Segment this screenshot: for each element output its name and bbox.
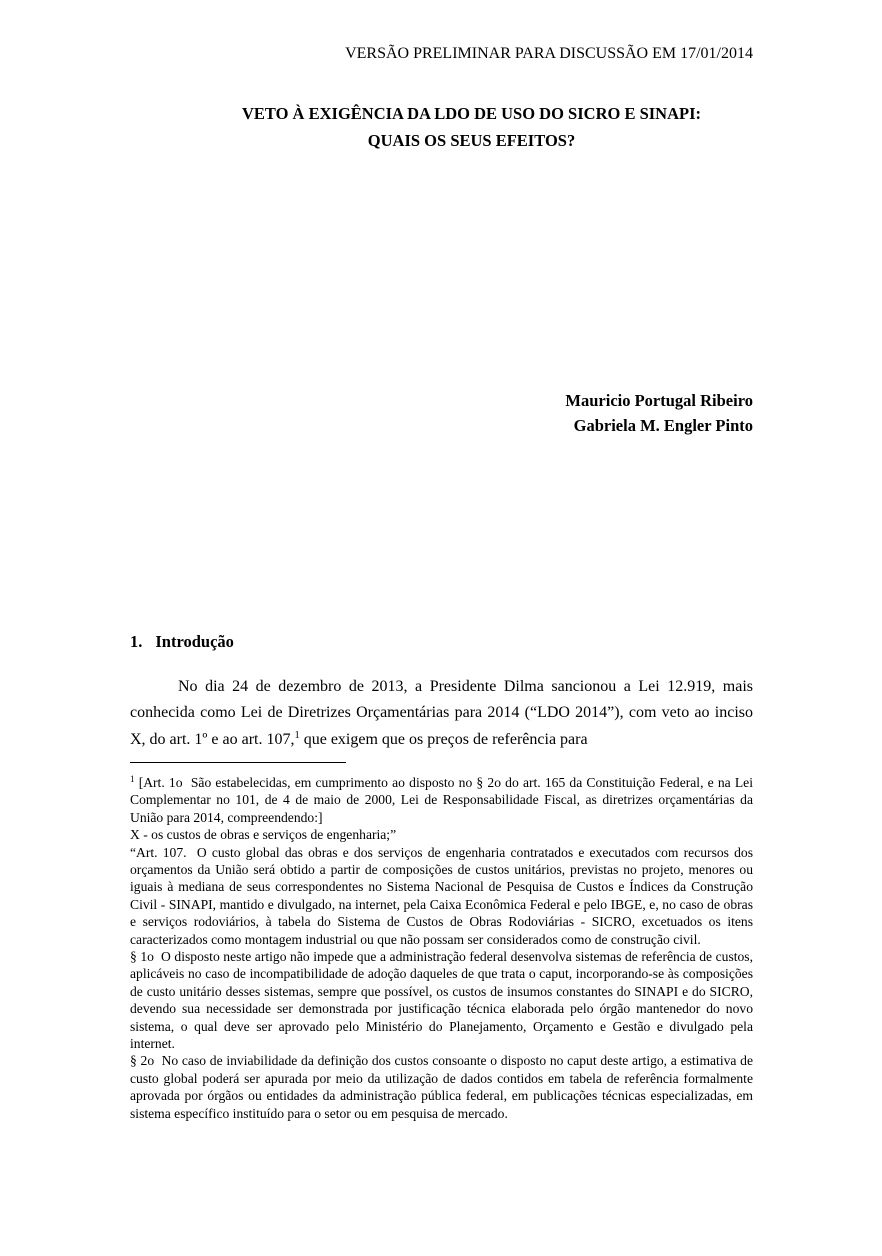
footnote-paragraph-1-text: [Art. 1o São estabelecidas, em cumprimento ao disposto no § 2o do art. 165 da Constituição Federal, e na Lei Complementar no 101, de 4 de maio de 2000, Lei de Responsabilidade Fiscal, as diretrizes orçamentárias da União para 2014, compreendendo:] <box>130 774 753 825</box>
preliminary-version-header: VERSÃO PRELIMINAR PARA DISCUSSÃO EM 17/01/2014 <box>345 45 753 62</box>
footnote-paragraph-2: X - os custos de obras e serviços de engenharia;” <box>130 827 397 843</box>
footnote-marker-1: 1 <box>130 773 135 784</box>
intro-paragraph-text-before-ref: No dia 24 de dezembro de 2013, a Presidente Dilma sancionou a Lei 12.919, mais conhecida como Lei de Diretrizes Orçamentárias para 2014 (“LDO 2014”), com veto ao inciso X, do art. 1º e ao art. 107, <box>130 678 753 748</box>
section-number: 1. <box>130 632 143 651</box>
section-heading-introduction <box>130 629 753 655</box>
section-title: Introdução <box>155 632 234 651</box>
intro-paragraph-text-after-ref: que exigem que os preços de referência para <box>299 730 588 748</box>
footnote-block <box>130 774 753 1122</box>
footnote-paragraph-4: § 1o O disposto neste artigo não impede que a administração federal desenvolva sistemas de referência de custos, aplicáveis no caso de incompatibilidade de adoção daqueles de que trata o caput, incorporando-se às composições de custo unitário desses sistemas, sempre que possível, os custos de insumos constantes do SINAPI e do SICRO, devendo sua necessidade ser demonstrada por justificação técnica elaborada pelo órgão mantenedor do novo sistema, o qual deve ser aprovado pelo Ministério do Planejamento, Orçamento e Gestão e divulgado pela internet. <box>130 948 753 1051</box>
authors-block <box>130 388 753 438</box>
footnote-paragraph-3: “Art. 107. O custo global das obras e dos serviços de engenharia contratados e executados com recursos dos orçamentos da União será obtido a partir de composições de custos unitários, previstas no projeto, menores ou iguais à mediana de seus correspondentes no Sistema Nacional de Pesquisa de Custos e Índices da Construção Civil - SINAPI, mantido e divulgado, na internet, pela Caixa Econômica Federal e pelo IBGE, e, no caso de obras e serviços rodoviários, à tabela do Sistema de Custos de Obras Rodoviárias - SICRO, excetuados os itens caracterizados como montagem industrial ou que não possam ser considerados como de construção civil. <box>130 844 753 947</box>
title-line-1: VETO À EXIGÊNCIA DA LDO DE USO DO SICRO E SINAPI: <box>241 104 702 123</box>
footnote-paragraph-5: § 2o No caso de inviabilidade da definição dos custos consoante o disposto no caput deste artigo, a estimativa de custo global poderá ser apurada por meio da utilização de dados contidos em tabela de referência formalmente aprovada por órgãos ou entidades da administração pública federal, em publicações técnicas especializadas, em sistema específico instituído para o setor ou em pesquisa de mercado. <box>130 1053 753 1121</box>
document-title <box>130 100 753 154</box>
footnote-separator <box>130 762 346 763</box>
text-column <box>130 0 753 1122</box>
footnote-paragraph-1 <box>130 774 753 826</box>
author-name-1: Mauricio Portugal Ribeiro <box>565 391 753 410</box>
intro-paragraph <box>130 674 753 753</box>
title-line-2: QUAIS OS SEUS EFEITOS? <box>367 131 576 150</box>
author-name-2: Gabriela M. Engler Pinto <box>573 416 753 435</box>
footnote-reference-1: 1 <box>294 729 300 741</box>
